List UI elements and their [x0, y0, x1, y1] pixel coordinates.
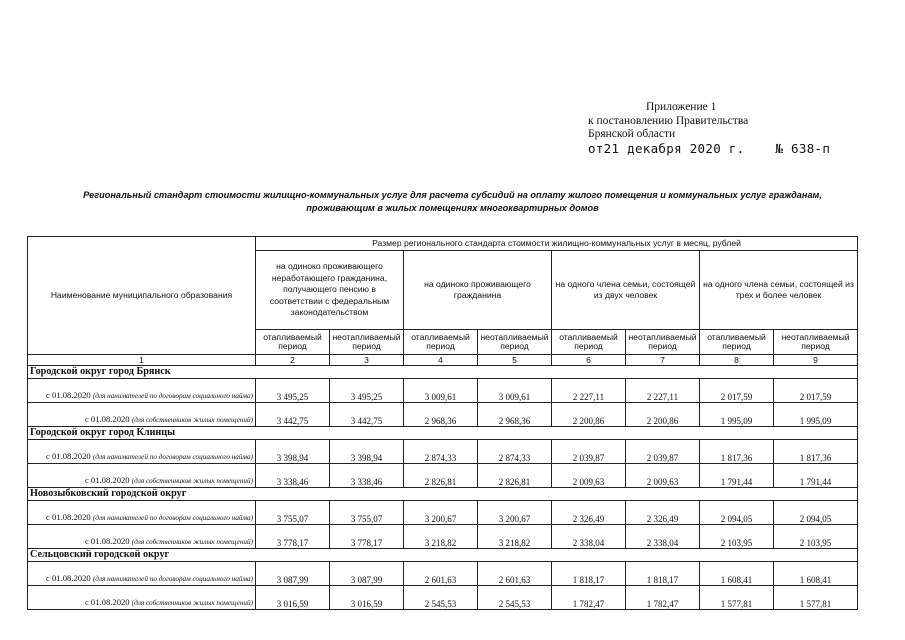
row-label: [28, 440, 256, 464]
table-cell-value: 2 968,36: [478, 403, 552, 427]
table-cell-value: 2 227,11: [626, 379, 700, 403]
section-name: Новозыбковский городской округ: [28, 488, 858, 501]
row-label: [28, 464, 256, 488]
table-cell-value: 3 755,07: [256, 501, 330, 525]
table-cell-value: 2 103,95: [700, 525, 774, 549]
table-cell-value: 2 545,53: [404, 586, 478, 610]
section-name: Сельцовский городской округ: [28, 549, 858, 562]
appendix-number: № 638-п: [775, 140, 831, 156]
table-row: [28, 403, 858, 427]
size-header: Размер регионального стандарта стоимости жилищно-коммунальных услуг в месяц, рублей: [256, 237, 858, 251]
row-date: с 01.08.2020: [46, 451, 91, 461]
subheader-heated: отапливаемый период: [256, 330, 330, 355]
table-cell-value: 2 601,63: [478, 562, 552, 586]
table-cell-value: 2 103,95: [774, 525, 858, 549]
table-cell-value: 1 577,81: [700, 586, 774, 610]
column-number: 5: [478, 355, 552, 366]
table-cell-value: 1 791,44: [700, 464, 774, 488]
table-row: [28, 379, 858, 403]
document-title-line-2: проживающим в жилых помещениях многоквартирных домов: [306, 203, 599, 213]
group-header-family-two: на одного члена семьи, состоящей из двух человек: [552, 251, 700, 330]
row-label: [28, 525, 256, 549]
section-row: [28, 427, 858, 440]
table-cell-value: 1 782,47: [626, 586, 700, 610]
table-cell-value: 3 495,25: [330, 379, 404, 403]
table-cell-value: 2 338,04: [626, 525, 700, 549]
appendix-line-1: Приложение 1: [646, 101, 717, 113]
table-cell-value: 2 826,81: [478, 464, 552, 488]
table-cell-value: 2 968,36: [404, 403, 478, 427]
appendix-block: [588, 101, 830, 157]
table-cell-value: 2 601,63: [404, 562, 478, 586]
row-note: (для нанимателей по договорам социального найма): [92, 453, 253, 461]
table-row: [28, 525, 858, 549]
table-cell-value: 3 200,67: [478, 501, 552, 525]
table-cell-value: 1 818,17: [552, 562, 626, 586]
row-label: [28, 403, 256, 427]
table-cell-value: 1 995,09: [700, 403, 774, 427]
table-row: [28, 586, 858, 610]
subheader-heated: отапливаемый период: [404, 330, 478, 355]
section-row: [28, 549, 858, 562]
subheader-heated: отапливаемый период: [552, 330, 626, 355]
table-cell-value: 2 227,11: [552, 379, 626, 403]
table-cell-value: 2 338,04: [552, 525, 626, 549]
table-cell-value: 1 995,09: [774, 403, 858, 427]
row-label: [28, 379, 256, 403]
table-cell-value: 2 009,63: [626, 464, 700, 488]
table-row: [28, 501, 858, 525]
table-cell-value: 2 009,63: [552, 464, 626, 488]
column-number: 3: [330, 355, 404, 366]
group-header-pensioner: на одиноко проживающего неработающего гражданина, получающего пенсию в соответствии с федеральным законодательством: [256, 251, 404, 330]
table-cell-value: 2 874,33: [478, 440, 552, 464]
column-number: 9: [774, 355, 858, 366]
table-cell-value: 2 039,87: [552, 440, 626, 464]
section-row: [28, 366, 858, 379]
table-cell-value: 2 874,33: [404, 440, 478, 464]
row-date: с 01.08.2020: [84, 414, 130, 424]
table-cell-value: 3 009,61: [478, 379, 552, 403]
table-cell-value: 3 218,82: [404, 525, 478, 549]
column-number: 4: [404, 355, 478, 366]
subheader-heated: отапливаемый период: [700, 330, 774, 355]
table-cell-value: 2 200,86: [552, 403, 626, 427]
table-cell-value: 3 009,61: [404, 379, 478, 403]
appendix-line-2: к постановлению Правительства: [588, 114, 749, 127]
table-cell-value: 3 495,25: [256, 379, 330, 403]
table-cell-value: 3 087,99: [256, 562, 330, 586]
row-note: (для собственников жилых помещений): [131, 416, 253, 424]
table-cell-value: 1 608,41: [774, 562, 858, 586]
row-date: с 01.08.2020: [46, 512, 91, 522]
table-cell-value: 2 326,49: [552, 501, 626, 525]
appendix-line-3: Брянской области: [588, 128, 676, 140]
table-cell-value: 2 326,49: [626, 501, 700, 525]
section-name: Городской округ город Брянск: [28, 366, 858, 379]
table-cell-value: 1 817,36: [774, 440, 858, 464]
column-number: 6: [552, 355, 626, 366]
subheader-unheated: неотапливаемый период: [330, 330, 404, 355]
column-number: 8: [700, 355, 774, 366]
table-cell-value: 3 200,67: [404, 501, 478, 525]
table-cell-value: 3 442,75: [330, 403, 404, 427]
table-cell-value: 3 218,82: [478, 525, 552, 549]
table-cell-value: 3 398,94: [256, 440, 330, 464]
table-cell-value: 3 016,59: [256, 586, 330, 610]
row-label: [28, 501, 256, 525]
column-number: 7: [626, 355, 700, 366]
row-note: (для нанимателей по договорам социального найма): [92, 392, 253, 400]
row-label: [28, 562, 256, 586]
row-note: (для нанимателей по договорам социального найма): [92, 514, 253, 522]
row-note: (для собственников жилых помещений): [131, 477, 253, 485]
row-note: (для нанимателей по договорам социального найма): [92, 575, 253, 583]
table-cell-value: 1 577,81: [774, 586, 858, 610]
column-number: 2: [256, 355, 330, 366]
section-row: [28, 488, 858, 501]
document-title: [30, 189, 875, 215]
subheader-unheated: неотапливаемый период: [626, 330, 700, 355]
table-cell-value: 1 782,47: [552, 586, 626, 610]
row-label: [28, 586, 256, 610]
row-note: (для собственников жилых помещений): [131, 599, 253, 607]
column-number: 1: [28, 355, 256, 366]
row-date: с 01.08.2020: [84, 536, 130, 546]
section-name: Городской округ город Клинцы: [28, 427, 858, 440]
standards-table: [27, 236, 858, 610]
table-cell-value: 3 778,17: [330, 525, 404, 549]
table-cell-value: 2 017,59: [700, 379, 774, 403]
row-note: (для собственников жилых помещений): [131, 538, 253, 546]
table-row: [28, 440, 858, 464]
municipality-header: Наименование муниципального образования: [28, 237, 256, 355]
table-cell-value: 2 094,05: [774, 501, 858, 525]
row-date: с 01.08.2020: [84, 597, 130, 607]
group-header-family-three: на одного члена семьи, состоящей из трех и более человек: [700, 251, 858, 330]
table-cell-value: 3 398,94: [330, 440, 404, 464]
table-cell-value: 3 755,07: [330, 501, 404, 525]
table-cell-value: 2 200,86: [626, 403, 700, 427]
table-cell-value: 2 094,05: [700, 501, 774, 525]
subheader-unheated: неотапливаемый период: [478, 330, 552, 355]
document-title-line-1: Региональный стандарт стоимости жилищно-коммунальных услуг для расчета субсидий на оплату жилого помещения и коммунальных услуг гражданам,: [83, 190, 822, 200]
table-cell-value: 3 338,46: [256, 464, 330, 488]
table-cell-value: 3 778,17: [256, 525, 330, 549]
table-cell-value: 1 817,36: [700, 440, 774, 464]
table-cell-value: 1 608,41: [700, 562, 774, 586]
row-date: с 01.08.2020: [46, 573, 91, 583]
column-number-row: [28, 355, 858, 366]
table-cell-value: 1 818,17: [626, 562, 700, 586]
table-cell-value: 1 791,44: [774, 464, 858, 488]
table-cell-value: 2 039,87: [626, 440, 700, 464]
table-cell-value: 3 442,75: [256, 403, 330, 427]
table-cell-value: 3 338,46: [330, 464, 404, 488]
subheader-unheated: неотапливаемый период: [774, 330, 858, 355]
row-date: с 01.08.2020: [84, 475, 130, 485]
table-cell-value: 2 826,81: [404, 464, 478, 488]
table-cell-value: 3 016,59: [330, 586, 404, 610]
table-row: [28, 562, 858, 586]
table-row: [28, 464, 858, 488]
group-header-single: на одиноко проживающего гражданина: [404, 251, 552, 330]
table-cell-value: 3 087,99: [330, 562, 404, 586]
appendix-date: от21 декабря 2020 г.: [588, 140, 745, 156]
row-date: с 01.08.2020: [46, 390, 91, 400]
table-cell-value: 2 017,59: [774, 379, 858, 403]
table-cell-value: 2 545,53: [478, 586, 552, 610]
